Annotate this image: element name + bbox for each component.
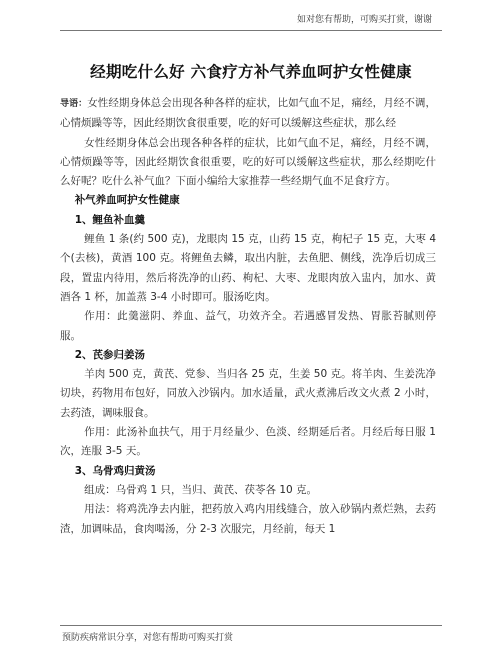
intro-text: 女性经期身体总会出现各种各样的症状，比如气血不足，痛经，月经不调，心情烦躁等等，因此经期饮食很重要，吃的好可以缓解这些症状，那么经 (60, 97, 436, 130)
article-title: 经期吃什么好 六食疗方补气养血呵护女性健康 (90, 63, 412, 81)
header-note: 如对您有帮助，可购买打赏，谢谢 (296, 15, 432, 25)
recipe-1-paragraph-effect: 作用：此羹滋阴、养血、益气，功效齐全。若遇感冒发热、胃胀苔腻则停服。 (60, 310, 436, 342)
section-heading: 补气养血呵护女性健康 (74, 194, 180, 207)
recipe-3-paragraph-usage: 用法：将鸡洗净去内脏，把药放入鸡内用线缝合，放入砂锅内煮烂熟，去药渣，加调味品，食肉喝汤，分 2-3 次服完，月经前，每天 1 (60, 503, 436, 535)
recipe-3-paragraph-ingredients: 组成：乌骨鸡 1 只，当归、黄芪、茯苓各 10 克。 (84, 483, 318, 496)
article-body (60, 94, 436, 539)
recipe-1-paragraph-ingredients: 鲤鱼 1 条(约 500 克)，龙眼肉 15 克，山药 15 克，枸杞子 15 克，大枣 4 个(去核)，黄酒 100 克。将鲤鱼去鳞，取出内脏，去鱼肥、侧线，洗净后切成三段，置盅内待用，然后将洗净的山药、枸杞、大枣、龙眼肉放入盅内，加水、黄酒各 1 杯，加盖蒸 3-4 小时即可。服汤吃肉。 (60, 233, 436, 303)
intro-paragraph (60, 94, 436, 134)
footer-note: 预防疾病常识分享，对您有帮助可购买打赏 (62, 633, 234, 643)
recipe-heading-2: 2、芪参归姜汤 (74, 348, 145, 361)
recipe-2-paragraph-ingredients: 羊肉 500 克，黄芪、党参、当归各 25 克，生姜 50 克。将羊肉、生姜洗净切块，药物用布包好，同放入沙锅内。加水适量，武火煮沸后改文火煮 2 小时，去药渣，调味服食。 (60, 368, 436, 419)
intro-label: 导语： (60, 99, 88, 109)
header-divider (60, 30, 442, 31)
recipe-2-paragraph-effect: 作用：此汤补血扶气，用于月经量少、色淡、经期延后者。月经后每日服 1 次，连服 3-5 天。 (60, 426, 436, 458)
recipe-heading-1: 1、鲤鱼补血羹 (74, 213, 145, 226)
footer-divider (60, 625, 442, 626)
recipe-heading-3: 3、乌骨鸡归黄汤 (74, 464, 156, 477)
body-paragraph: 女性经期身体总会出现各种各样的症状，比如气血不足，痛经，月经不调，心情烦躁等等，因此经期饮食很重要，吃的好可以缓解这些症状，那么经期吃什么好呢？吃什么补气血？下面小编给大家推荐一些经期气血不足食疗方。 (60, 136, 436, 188)
